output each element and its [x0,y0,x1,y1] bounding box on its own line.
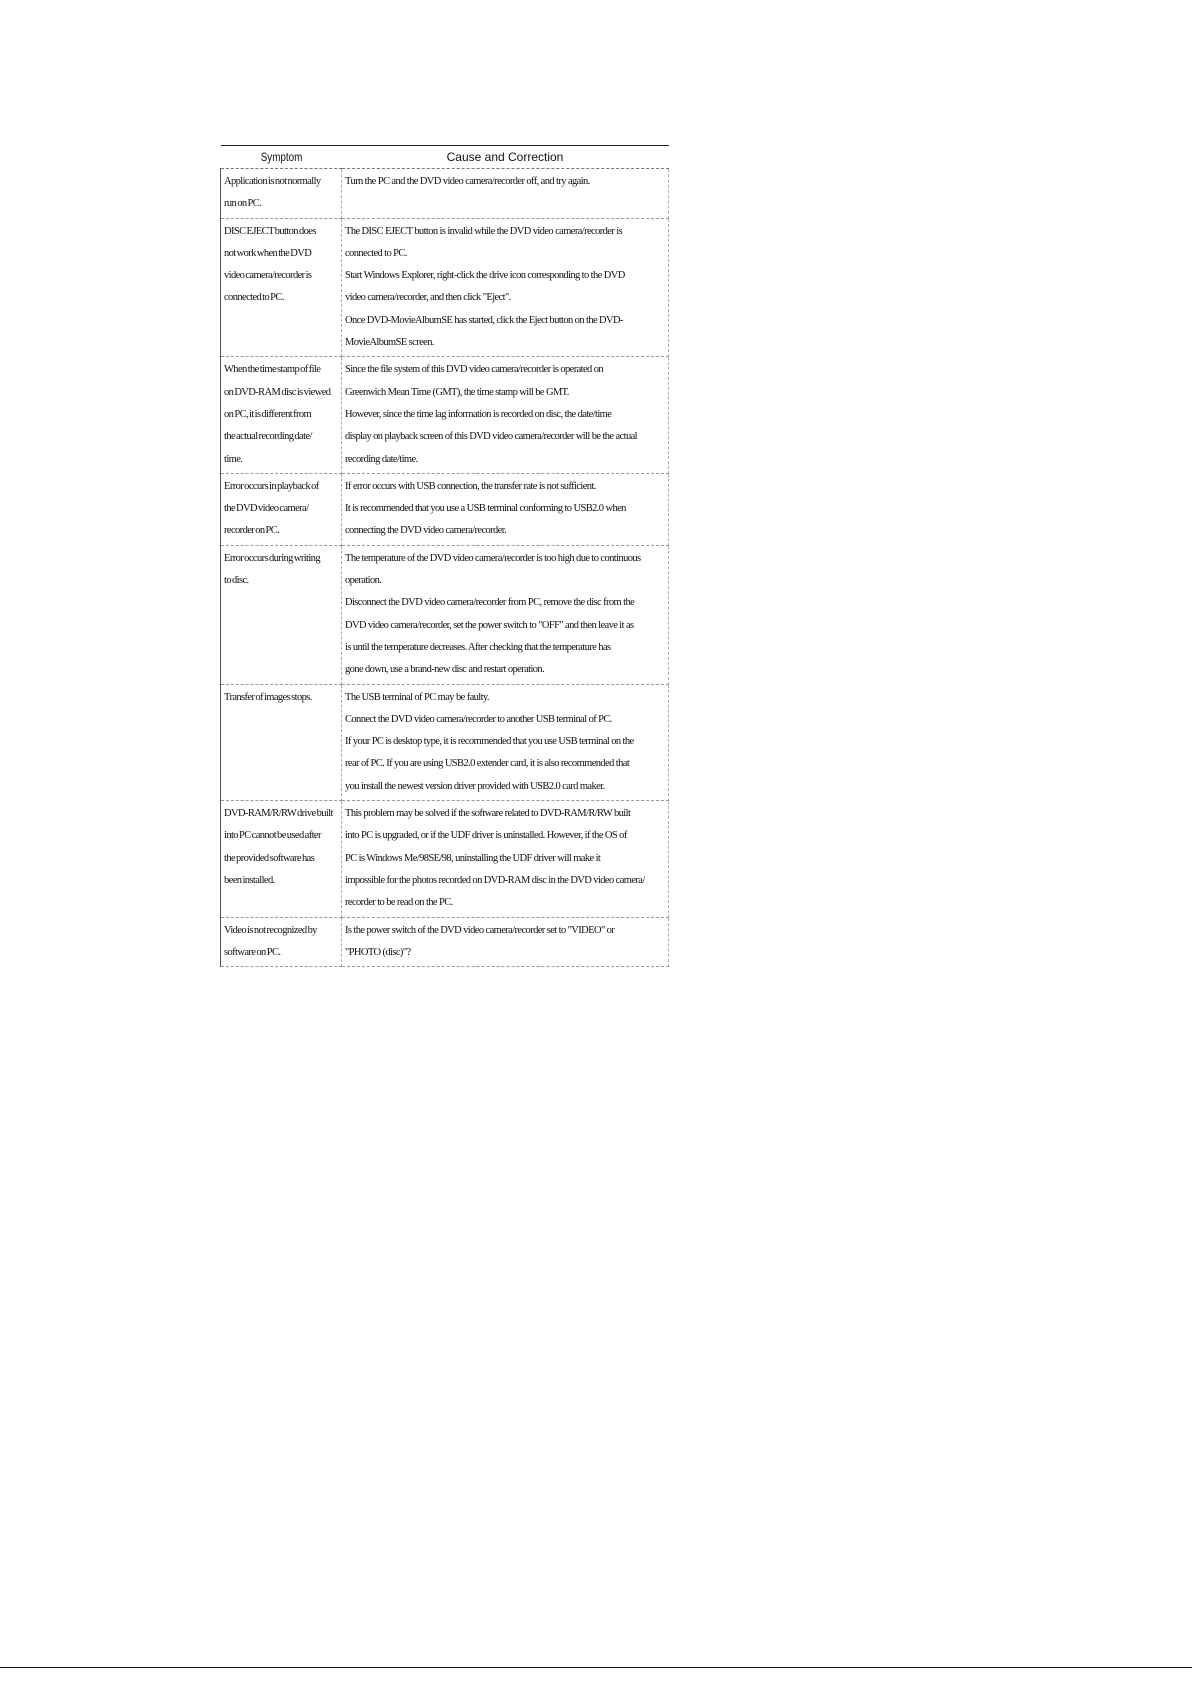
symptom-text: Transfer of images stops. [224,691,312,703]
cause-correction-text: DVD video camera/recorder, set the power switch to "OFF" and then leave it as [345,619,634,631]
symptom-text: software on PC. [224,946,281,958]
header-cause-and-correction: Cause and Correction [342,146,669,169]
cause-correction-text: If error occurs with USB connection, the transfer rate is not sufficient. [345,480,596,492]
cause-correction-text: If your PC is desktop type, it is recommended that you use USB terminal on the [345,736,634,748]
symptom-text: into PC cannot be used after [224,830,321,842]
symptom-cell [221,473,342,545]
symptom-text: been installed. [224,874,275,886]
symptom-text: DISC EJECT button does [224,225,316,237]
table-row [221,684,669,800]
table-row [221,473,669,545]
cause-correction-text: It is recommended that you use a USB terminal conforming to USB2.0 when [345,503,626,515]
cause-correction-text: rear of PC. If you are using USB2.0 extender card, it is also recommended that [345,758,630,770]
symptom-cell [221,801,342,917]
cause-correction-text: you install the newest version driver provided with USB2.0 card maker. [345,780,605,792]
symptom-text: the provided software has [224,852,315,864]
cause-correction-text: Start Windows Explorer, right-click the drive icon corresponding to the DVD [345,270,625,282]
cause-correction-text: connected to PC. [345,247,407,259]
symptom-text: video camera/recorder is [224,270,312,282]
cause-correction-text: gone down, use a brand-new disc and restart operation. [345,664,545,676]
symptom-text: on DVD-RAM disc is viewed [224,386,331,398]
table-row [221,545,669,684]
symptom-text: the actual recording date/ [224,431,312,443]
cause-correction-text: Greenwich Mean Time (GMT), the time stamp will be GMT. [345,386,569,398]
cause-correction-text: Disconnect the DVD video camera/recorder from PC, remove the disc from the [345,597,635,609]
symptom-text: run on PC. [224,198,262,210]
cause-correction-text: recording date/time. [345,453,418,465]
cause-correction-text: The DISC EJECT button is invalid while the DVD video camera/recorder is [345,225,623,237]
symptom-text: on PC, it is different from [224,408,312,420]
symptom-text: When the time stamp of file [224,364,321,376]
cause-correction-cell [342,357,669,473]
symptom-text: DVD-RAM/R/RW drive built [224,808,333,820]
cause-correction-text: Turn the PC and the DVD video camera/recorder off, and try again. [345,176,590,187]
cause-correction-cell [342,545,669,684]
troubleshooting-table [220,145,669,967]
table-row [221,801,669,917]
symptom-cell [221,917,342,967]
cause-correction-cell [342,917,669,967]
cause-correction-text: The temperature of the DVD video camera/recorder is too high due to continuous [345,552,641,564]
cause-correction-text: MovieAlbumSE screen. [345,337,434,349]
cause-correction-text: recorder to be read on the PC. [345,897,453,909]
page-bottom-rule [0,1667,1192,1668]
cause-correction-text: Connect the DVD video camera/recorder to another USB terminal of PC. [345,713,612,725]
cause-correction-text: Is the power switch of the DVD video camera/recorder set to "VIDEO" or [345,924,615,936]
cause-correction-text: impossible for the photos recorded on DVD-RAM disc in the DVD video camera/ [345,874,645,886]
cause-correction-text: Since the file system of this DVD video camera/recorder is operated on [345,364,604,376]
cause-correction-text: This problem may be solved if the software related to DVD-RAM/R/RW built [345,808,631,820]
cause-correction-text: "PHOTO (disc)"? [345,946,411,958]
cause-correction-cell [342,801,669,917]
cause-correction-text: display on playback screen of this DVD video camera/recorder will be the actual [345,431,637,443]
cause-correction-cell [342,169,669,219]
symptom-cell [221,545,342,684]
cause-correction-text: into PC is upgraded, or if the UDF driver is uninstalled. However, if the OS of [345,830,627,842]
symptom-text: connected to PC. [224,292,284,304]
cause-correction-text: is until the temperature decreases. After checking that the temperature has [345,641,611,653]
header-symptom: Symptom [231,146,330,169]
symptom-text: Application is not normally [224,176,321,187]
symptom-text: Error occurs in playback of [224,480,319,492]
symptom-text: Video is not recognized by [224,924,317,936]
symptom-text: not work when the DVD [224,247,312,259]
symptom-cell [221,169,342,219]
table-row [221,218,669,357]
symptom-text: Error occurs during writing [224,552,320,564]
cause-correction-text: connecting the DVD video camera/recorder. [345,525,507,537]
cause-correction-cell [342,684,669,800]
table-header-row [221,146,669,169]
table-row [221,917,669,967]
cause-correction-text: operation. [345,575,382,587]
cause-correction-text: PC is Windows Me/98SE/98, uninstalling the UDF driver will make it [345,852,601,864]
table-row [221,357,669,473]
symptom-cell [221,684,342,800]
symptom-text: time. [224,453,243,465]
cause-correction-text: video camera/recorder, and then click "Eject". [345,292,511,304]
symptom-text: to disc. [224,575,249,587]
cause-correction-text: The USB terminal of PC may be faulty. [345,691,489,703]
table-row [221,169,669,219]
cause-correction-text: Once DVD-MovieAlbumSE has started, click the Eject button on the DVD- [345,314,623,326]
troubleshooting-table-container [220,145,668,967]
symptom-cell [221,218,342,357]
cause-correction-cell [342,218,669,357]
symptom-text: the DVD video camera/ [224,503,309,515]
symptom-cell [221,357,342,473]
symptom-text: recorder on PC. [224,525,280,537]
cause-correction-cell [342,473,669,545]
table-body [221,169,669,967]
cause-correction-text: However, since the time lag information is recorded on disc, the date/time [345,408,612,420]
